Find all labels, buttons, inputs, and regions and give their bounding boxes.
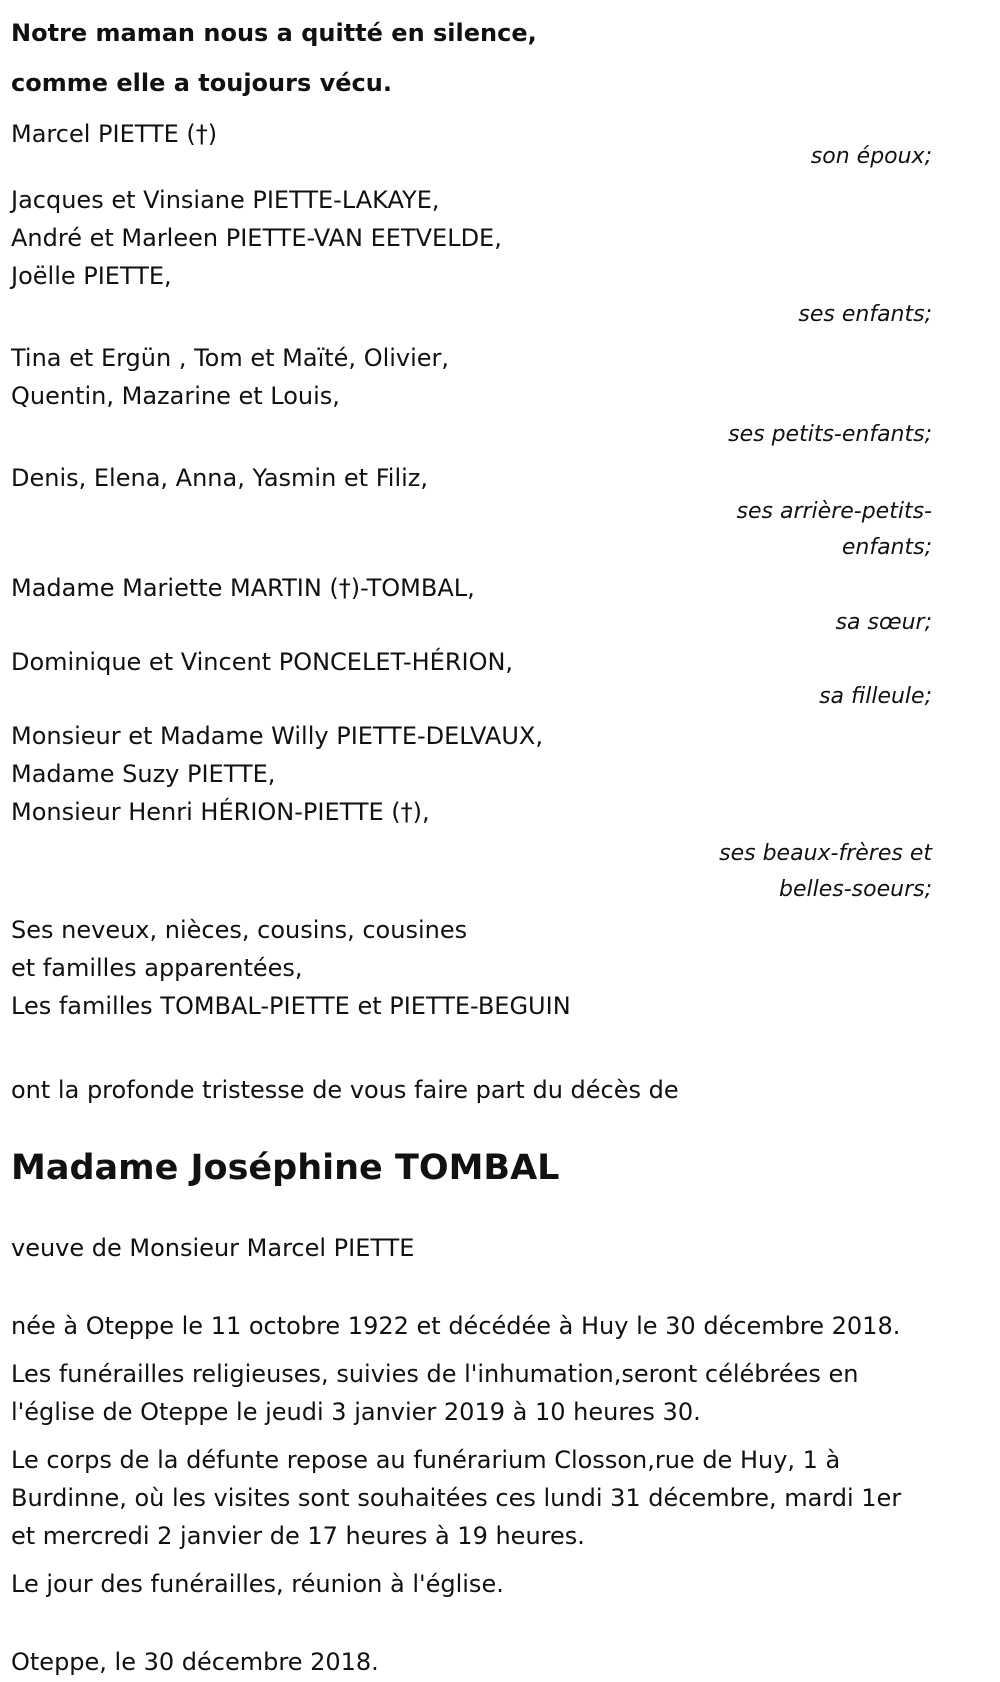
family-name: et familles apparentées, — [11, 954, 303, 982]
family-name: André et Marleen PIETTE-VAN EETVELDE, — [11, 224, 502, 252]
family-name: Quentin, Mazarine et Louis, — [11, 382, 340, 410]
family-group-great-grandchildren — [11, 458, 932, 568]
family-name: Les familles TOMBAL-PIETTE et PIETTE-BEGUIN — [11, 992, 571, 1020]
family-name: Madame Mariette MARTIN (†)-TOMBAL, — [11, 574, 475, 602]
family-name: Denis, Elena, Anna, Yasmin et Filiz, — [11, 464, 429, 492]
meeting-text: Le jour des funérailles, réunion à l'église. — [11, 1570, 504, 1598]
intro-line-1: Notre maman nous a quitté en silence, — [11, 19, 537, 47]
intro-block — [11, 8, 932, 108]
family-name: Ses neveux, nièces, cousins, cousines — [11, 916, 468, 944]
family-group-grandchildren — [11, 338, 932, 454]
family-name: Madame Suzy PIETTE, — [11, 760, 276, 788]
family-group-spouse — [11, 114, 932, 176]
details-block — [11, 1306, 932, 1604]
visit-text — [11, 1440, 932, 1556]
family-role: ses enfants; — [798, 302, 932, 327]
family-role: sa filleule; — [819, 684, 932, 709]
visit-line-1: Le corps de la défunte repose au funérarium Closson,rue de Huy, 1 à — [11, 1446, 841, 1474]
visit-line-2: Burdinne, où les visites sont souhaitées ces lundi 31 décembre, mardi 1er — [11, 1484, 902, 1512]
funeral-line-1: Les funérailles religieuses, suivies de l'inhumation,seront célébrées en — [11, 1360, 859, 1388]
family-name: Monsieur Henri HÉRION-PIETTE (†), — [11, 798, 430, 826]
family-name: Monsieur et Madame Willy PIETTE-DELVAUX, — [11, 722, 543, 750]
widow-of-text: veuve de Monsieur Marcel PIETTE — [11, 1234, 415, 1262]
visit-line-3: et mercredi 2 janvier de 17 heures à 19 heures. — [11, 1522, 585, 1550]
family-list — [11, 114, 932, 1026]
family-role-line-2: enfants; — [841, 535, 932, 560]
intro-line-2: comme elle a toujours vécu. — [11, 69, 392, 97]
family-role: son époux; — [810, 144, 932, 169]
deceased-name: Madame Joséphine TOMBAL — [11, 1148, 560, 1188]
family-group-in-laws — [11, 716, 932, 910]
family-role-line-1: ses beaux-frères et — [719, 841, 932, 866]
family-role: sa sœur; — [835, 610, 932, 635]
announcement-text: ont la profonde tristesse de vous faire part du décès de — [11, 1076, 679, 1104]
birth-death-text: née à Oteppe le 11 octobre 1922 et décédée à Huy le 30 décembre 2018. — [11, 1312, 901, 1340]
family-role-line-1: ses arrière-petits- — [736, 499, 932, 524]
family-name: Joëlle PIETTE, — [11, 262, 172, 290]
family-role-line-2: belles-soeurs; — [779, 877, 932, 902]
family-name: Dominique et Vincent PONCELET-HÉRION, — [11, 648, 514, 676]
family-name: Marcel PIETTE (†) — [11, 120, 218, 148]
family-name: Jacques et Vinsiane PIETTE-LAKAYE, — [11, 186, 440, 214]
funeral-text — [11, 1354, 932, 1432]
family-name: Tina et Ergün , Tom et Maïté, Olivier, — [11, 344, 450, 372]
family-group-children — [11, 180, 932, 334]
family-role: ses petits-enfants; — [728, 422, 932, 447]
family-group-sister — [11, 568, 932, 642]
signoff-text: Oteppe, le 30 décembre 2018. — [11, 1648, 379, 1676]
family-group-extended — [11, 910, 932, 1026]
family-group-goddaughter — [11, 642, 932, 716]
funeral-line-2: l'église de Oteppe le jeudi 3 janvier 2019 à 10 heures 30. — [11, 1398, 701, 1426]
